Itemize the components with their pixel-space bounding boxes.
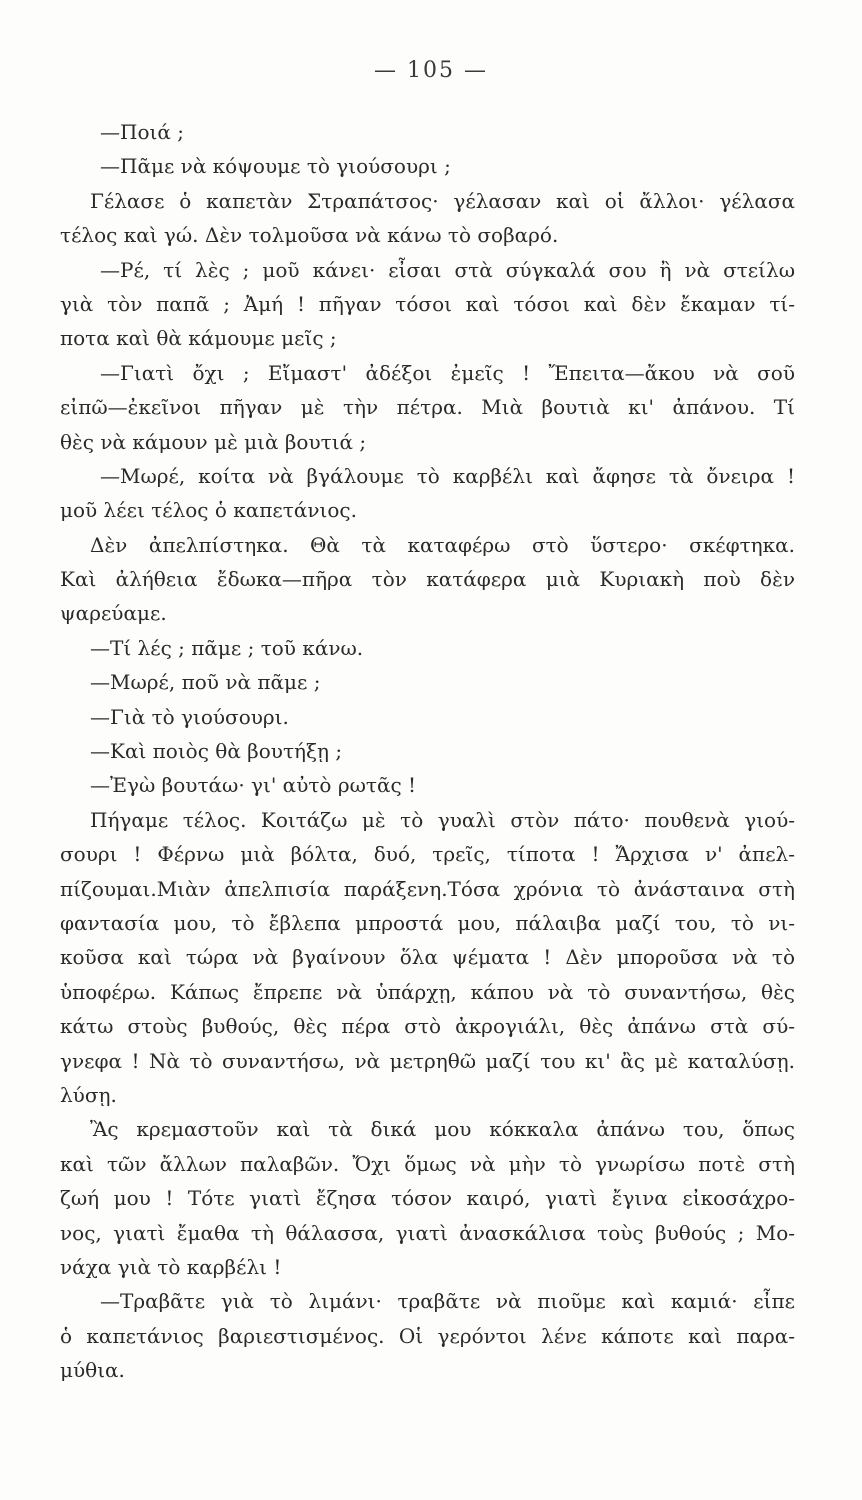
text-line: εἰπῶ—ἐκεῖνοι πῆγαν μὲ τὴν πέτρα. Μιὰ βουτιὰ κι' ἀπάνου. Τί xyxy=(60,395,795,420)
text-line: —Ποιά ; xyxy=(100,120,184,144)
text-line: τέλος καὶ γώ. Δὲν τολμοῦσα νὰ κάνω τὸ σοβαρό. xyxy=(60,223,559,248)
text-line: —Πᾶμε νὰ κόψουμε τὸ γιούσουρι ; xyxy=(100,154,451,179)
text-line: —Ρέ, τί λὲς ; μοῦ κάνει· εἶσαι στὰ σύγκαλά σου ἢ νὰ στείλω xyxy=(100,257,795,282)
page-number: — 105 — xyxy=(374,58,488,83)
text-line: σουρι ! Φέρνω μιὰ βόλτα, δυό, τρεῖς, τίποτα ! Ἄρχισα ν' ἀπελ- xyxy=(60,842,795,867)
text-line: —Ἐγὼ βουτάω· γι' αὐτὸ ρωτᾶς ! xyxy=(90,773,417,798)
text-line: γνεφα ! Νὰ τὸ συναντήσω, νὰ μετρηθῶ μαζί του κι' ἂς μὲ καταλύσῃ. xyxy=(60,1048,795,1073)
text-line: φαντασία μου, τὸ ἔβλεπα μπροστά μου, πάλαιβα μαζί του, τὸ νι- xyxy=(60,910,795,935)
text-line: —Μωρέ, ποῦ νὰ πᾶμε ; xyxy=(90,670,321,695)
text-line: γιὰ τὸν παπᾶ ; Ἀμή ! πῆγαν τόσοι καὶ τόσοι καὶ δὲν ἔκαμαν τί- xyxy=(60,291,795,316)
text-line: πίζουμαι.Μιὰν ἀπελπισία παράξενη.Τόσα χρόνια τὸ ἀνάσταινα στὴ xyxy=(60,876,795,901)
text-line: —Καὶ ποιὸς θὰ βουτήξῃ ; xyxy=(90,739,343,764)
text-line: νάχα γιὰ τὸ καρβέλι ! xyxy=(60,1254,282,1279)
text-line: μύθια. xyxy=(60,1358,125,1383)
text-line: ὑποφέρω. Κάπως ἔπρεπε νὰ ὑπάρχῃ, κάπου νὰ τὸ συναντήσω, θὲς xyxy=(60,979,795,1004)
text-line: Δὲν ἀπελπίστηκα. Θὰ τὰ καταφέρω στὸ ὕστερο· σκέφτηκα. xyxy=(90,532,795,557)
text-line: Πήγαμε τέλος. Κοιτάζω μὲ τὸ γυαλὶ στὸν πάτο· πουθενὰ γιού- xyxy=(90,807,795,832)
text-line: κοῦσα καὶ τώρα νὰ βγαίνουν ὅλα ψέματα ! Δὲν μποροῦσα νὰ τὸ xyxy=(60,945,795,970)
text-line: —Γιατὶ ὄχι ; Εἴμαστ' ἀδέξοι ἐμεῖς ! Ἔπειτα—ἄκου νὰ σοῦ xyxy=(100,360,795,385)
text-line: ζωή μου ! Τότε γιατὶ ἔζησα τόσον καιρό, γιατὶ ἔγινα εἰκοσάχρο- xyxy=(60,1186,795,1211)
text-line: —Τί λές ; πᾶμε ; τοῦ κάνω. xyxy=(90,635,364,660)
text-line: κάτω στοὺς βυθούς, θὲς πέρα στὸ ἀκρογιάλι, θὲς ἀπάνω στὰ σύ- xyxy=(60,1014,795,1039)
text-line: —Γιὰ τὸ γιούσουρι. xyxy=(90,704,289,729)
text-line: νος, γιατὶ ἔμαθα τὴ θάλασσα, γιατὶ ἀνασκάλισα τοὺς βυθούς ; Μο- xyxy=(60,1220,795,1245)
text-line: μοῦ λέει τέλος ὁ καπετάνιος. xyxy=(60,498,357,523)
text-line: —Τραβᾶτε γιὰ τὸ λιμάνι· τραβᾶτε νὰ πιοῦμε καὶ καμιά· εἶπε xyxy=(100,1289,795,1314)
text-line: Γέλασε ὁ καπετὰν Στραπάτσος· γέλασαν καὶ οἱ ἄλλοι· γέλασα xyxy=(90,188,795,213)
body-text xyxy=(60,115,795,1387)
text-line: λύσῃ. xyxy=(60,1082,117,1107)
text-line: καὶ τῶν ἄλλων παλαβῶν. Ὄχι ὅμως νὰ μὴν τὸ γνωρίσω ποτὲ στὴ xyxy=(60,1151,795,1176)
text-line: —Μωρέ, κοίτα νὰ βγάλουμε τὸ καρβέλι καὶ ἄφησε τὰ ὄνειρα ! xyxy=(100,463,795,488)
text-line: Ἂς κρεμαστοῦν καὶ τὰ δικά μου κόκκαλα ἀπάνω του, ὅπως xyxy=(90,1117,795,1142)
text-line: ψαρεύαμε. xyxy=(60,601,167,626)
text-line: ὁ καπετάνιος βαριεστισμένος. Οἱ γερόντοι λένε κάποτε καὶ παρα- xyxy=(60,1323,795,1348)
text-line: Καὶ ἀλήθεια ἔδωκα—πῆρα τὸν κατάφερα μιὰ Κυριακὴ ποὺ δὲν xyxy=(60,567,795,592)
text-line: ποτα καὶ θὰ κάμουμε μεῖς ; xyxy=(60,326,337,351)
text-line: θὲς νὰ κάμουν μὲ μιὰ βουτιά ; xyxy=(60,429,367,454)
